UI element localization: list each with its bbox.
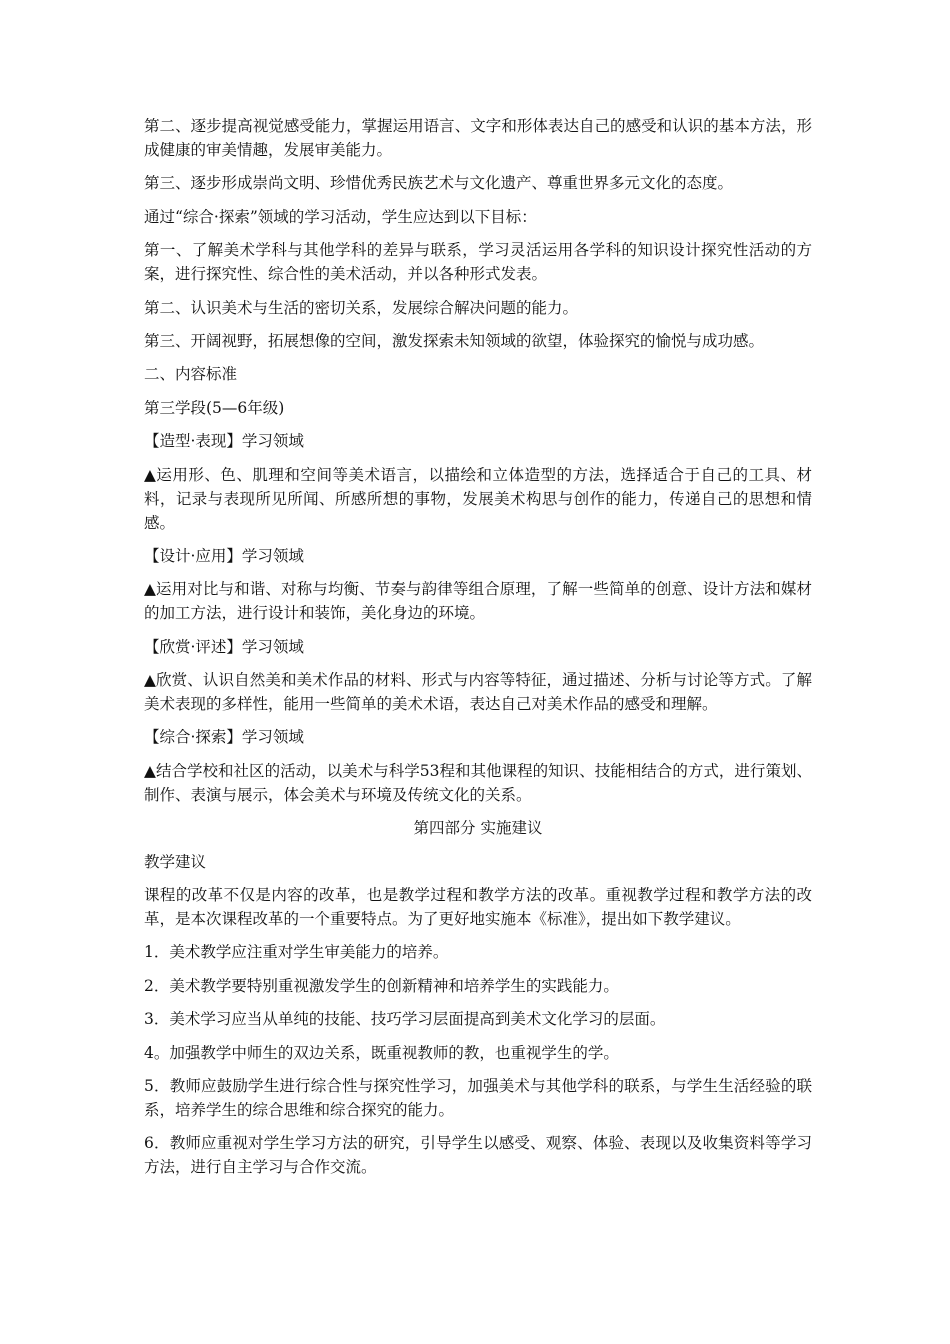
list-item-5: 5．教师应鼓励学生进行综合性与探究性学习，加强美术与其他学科的联系，与学生生活经验的联系，培养学生的综合思维和综合探究的能力。 xyxy=(144,1076,812,1119)
list-item-6: 6．教师应重视对学生学习方法的研究，引导学生以感受、观察、体验、表现以及收集资料等学习方法，进行自主学习与合作交流。 xyxy=(144,1134,812,1177)
paragraph-goal-3: 第三、逐步形成崇尚文明、珍惜优秀民族艺术与文化遗产、尊重世界多元文化的态度。 xyxy=(144,174,734,193)
paragraph-modeling: ▲运用形、色、肌理和空间等美术语言，以描绘和立体造型的方法，选择适合于自己的工具、材料，记录与表现所见所闻、所感所想的事物，发展美术构思与创作的能力，传递自己的思想和情感。 xyxy=(144,465,812,532)
paragraph-design: ▲运用对比与和谐、对称与均衡、节奏与韵律等组合原理，了解一些简单的创意、设计方法和媒材的加工方法，进行设计和装饰，美化身边的环境。 xyxy=(144,580,812,623)
paragraph-explore-goal-2: 第二、认识美术与生活的密切关系，发展综合解决问题的能力。 xyxy=(144,298,579,317)
paragraph-exploration: ▲结合学校和社区的活动，以美术与科学53程和其他课程的知识、技能相结合的方式，进行策划、制作、表演与展示，体会美术与环境及传统文化的关系。 xyxy=(144,761,812,804)
paragraph-explore-intro: 通过“综合·探索”领域的学习活动，学生应达到以下目标： xyxy=(144,207,537,226)
section-heading-content-standard: 二、内容标准 xyxy=(144,365,238,384)
paragraph-explore-goal-3: 第三、开阔视野，拓展想像的空间，激发探索未知领域的欲望，体验探究的愉悦与成功感。 xyxy=(144,331,765,350)
domain-heading-modeling: 【造型·表现】学习领域 xyxy=(144,432,304,451)
list-item-1: 1．美术教学应注重对学生审美能力的培养。 xyxy=(144,943,449,962)
list-item-4: 4。加强教学中师生的双边关系，既重视教师的教，也重视学生的学。 xyxy=(144,1043,619,1062)
domain-heading-appreciation: 【欣赏·评述】学习领域 xyxy=(144,637,304,656)
stage-heading: 第三学段(5—6年级) xyxy=(144,398,285,417)
paragraph-teaching-intro: 课程的改革不仅是内容的改革，也是教学过程和教学方法的改革。重视教学过程和教学方法的改革，是本次课程改革的一个重要特点。为了更好地实施本《标准》，提出如下教学建议。 xyxy=(144,886,812,929)
paragraph-explore-goal-1: 第一、了解美术学科与其他学科的差异与联系，学习灵活运用各学科的知识设计探究性活动的方案，进行探究性、综合性的美术活动，并以各种形式发表。 xyxy=(144,241,812,284)
subheading-teaching-suggestions: 教学建议 xyxy=(144,852,207,871)
list-item-3: 3．美术学习应当从单纯的技能、技巧学习层面提高到美术文化学习的层面。 xyxy=(144,1010,666,1029)
document-body xyxy=(144,114,812,1189)
domain-heading-exploration: 【综合·探索】学习领域 xyxy=(144,728,304,747)
part-four-title: 第四部分 实施建议 xyxy=(413,819,543,838)
paragraph-goal-2: 第二、逐步提高视觉感受能力，掌握运用语言、文字和形体表达自己的感受和认识的基本方法，形成健康的审美情趣，发展审美能力。 xyxy=(144,117,812,159)
list-item-2: 2．美术教学要特别重视激发学生的创新精神和培养学生的实践能力。 xyxy=(144,976,619,995)
domain-heading-design: 【设计·应用】学习领域 xyxy=(144,546,304,565)
paragraph-appreciation: ▲欣赏、认识自然美和美术作品的材料、形式与内容等特征，通过描述、分析与讨论等方式。了解美术表现的多样性，能用一些简单的美术术语，表达自己对美术作品的感受和理解。 xyxy=(144,671,812,714)
